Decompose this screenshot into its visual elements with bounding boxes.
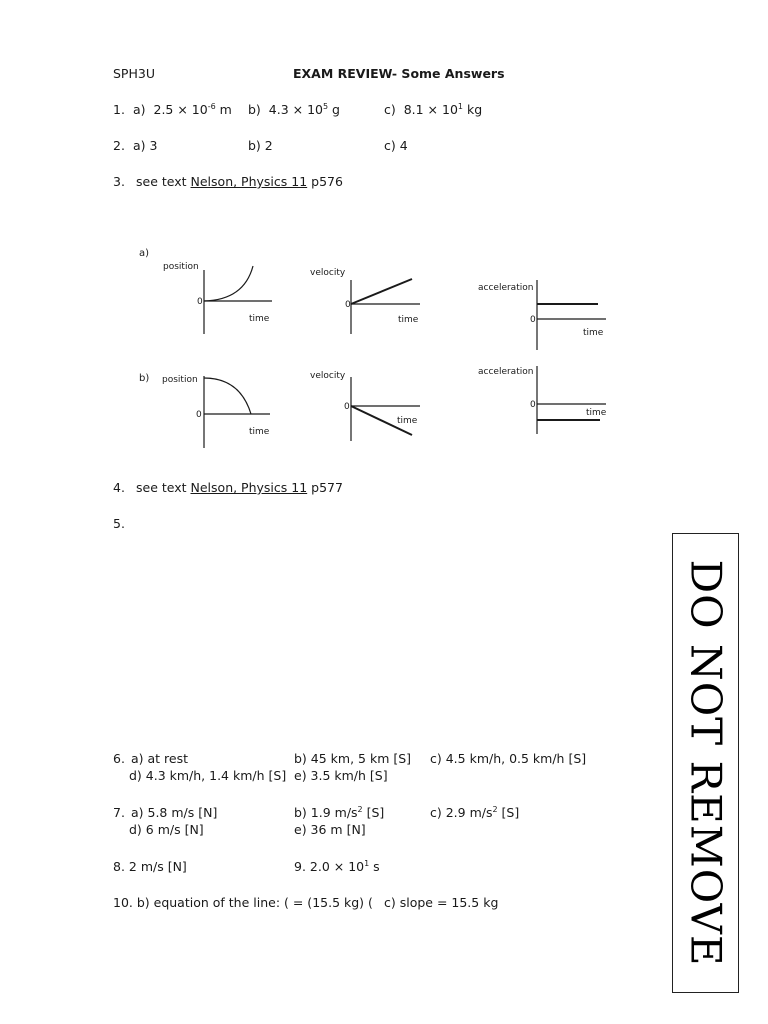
q6-number: 6. <box>113 751 125 766</box>
page-title: EXAM REVIEW- Some Answers <box>293 66 505 81</box>
q6c-answer: c) 4.5 km/h, 0.5 km/h [S] <box>430 751 587 766</box>
q7e-answer: e) 36 m [N] <box>294 822 366 837</box>
do-not-remove-stamp <box>672 533 739 993</box>
graph-a-velocity-xlabel: time <box>398 315 419 325</box>
graph-b-position-xlabel: time <box>249 427 270 437</box>
q2a-answer: a) 3 <box>133 138 158 153</box>
course-code: SPH3U <box>113 66 155 81</box>
graph-a-acceleration-xlabel: time <box>583 328 604 338</box>
graph-a-position-curve <box>204 266 253 301</box>
q6e-answer: e) 3.5 km/h [S] <box>294 768 388 783</box>
graphs-part-b-label: b) <box>139 373 150 384</box>
graph-a-acceleration-ylabel: acceleration <box>478 283 534 293</box>
graph-b-position-ylabel: position <box>162 375 198 385</box>
q7b-answer: b) 1.9 $m/s^2$ [S] <box>294 805 385 820</box>
q10c-answer: c) slope = 15.5 kg <box>384 895 499 910</box>
q6a-answer: a) at rest <box>131 751 189 766</box>
graph-a-position <box>160 256 280 336</box>
q3-answer: see text Nelson, Physics 11 p576 <box>136 174 343 189</box>
q10b-answer: 10. b) equation of the line: ( = (15.5 kg) ( <box>113 895 373 910</box>
q7-number: 7. <box>113 805 125 820</box>
q7c-answer: c) 2.9 $m/s^2$ [S] <box>430 805 520 820</box>
graph-a-velocity <box>308 262 428 342</box>
graph-b-velocity-origin: 0 <box>344 402 350 412</box>
q4-number: 4. <box>113 480 125 495</box>
graph-a-acceleration-origin: 0 <box>530 315 536 325</box>
q1b-answer: b) $4.3 \times 10^5$ g <box>248 102 340 117</box>
graph-b-velocity-ylabel: velocity <box>310 371 346 381</box>
q2c-answer: c) 4 <box>384 138 408 153</box>
do-not-remove-text: DO NOT REMOVE <box>681 559 730 967</box>
graph-a-position-ylabel: position <box>163 262 199 272</box>
q2b-answer: b) 2 <box>248 138 273 153</box>
graph-a-velocity-ylabel: velocity <box>310 268 346 278</box>
q1a-answer: a) $2.5 \times 10^{-6}$ m <box>133 102 232 117</box>
q8-answer: 8. 2 m/s [N] <box>113 859 187 874</box>
graph-b-velocity-xlabel: time <box>397 416 418 426</box>
q3-textbook-ref: Nelson, Physics 11 <box>190 174 308 189</box>
q6b-answer: b) 45 km, 5 km [S] <box>294 751 412 766</box>
q5-number: 5. <box>113 516 125 531</box>
q7a-answer: a) 5.8 m/s [N] <box>131 805 218 820</box>
graph-a-position-xlabel: time <box>249 314 270 324</box>
q4-textbook-ref: Nelson, Physics 11 <box>190 480 308 495</box>
q3-number: 3. <box>113 174 125 189</box>
q1-number: 1. <box>113 102 125 117</box>
graph-b-acceleration-ylabel: acceleration <box>478 367 534 377</box>
q1c-answer: c) $8.1 \times 10^1$ kg <box>384 102 483 117</box>
graphs-part-a-label: a) <box>139 248 150 259</box>
graph-a-velocity-line <box>351 279 412 304</box>
graph-b-position <box>160 370 280 450</box>
graph-a-velocity-origin: 0 <box>345 300 351 310</box>
q4-answer: see text Nelson, Physics 11 p577 <box>136 480 343 495</box>
graph-a-position-origin: 0 <box>197 297 203 307</box>
graph-b-acceleration-origin: 0 <box>530 400 536 410</box>
graph-b-velocity <box>308 365 428 445</box>
q9-answer: 9. $2.0 \times 10^1$ s <box>294 859 380 874</box>
q7d-answer: d) 6 m/s [N] <box>129 822 204 837</box>
q2-number: 2. <box>113 138 125 153</box>
graph-b-position-origin: 0 <box>196 410 202 420</box>
graph-b-acceleration <box>476 362 616 442</box>
graph-a-acceleration <box>476 276 616 356</box>
graph-b-position-curve <box>204 378 251 414</box>
graph-b-acceleration-xlabel: time <box>586 408 607 418</box>
q6d-answer: d) 4.3 km/h, 1.4 km/h [S] <box>129 768 287 783</box>
